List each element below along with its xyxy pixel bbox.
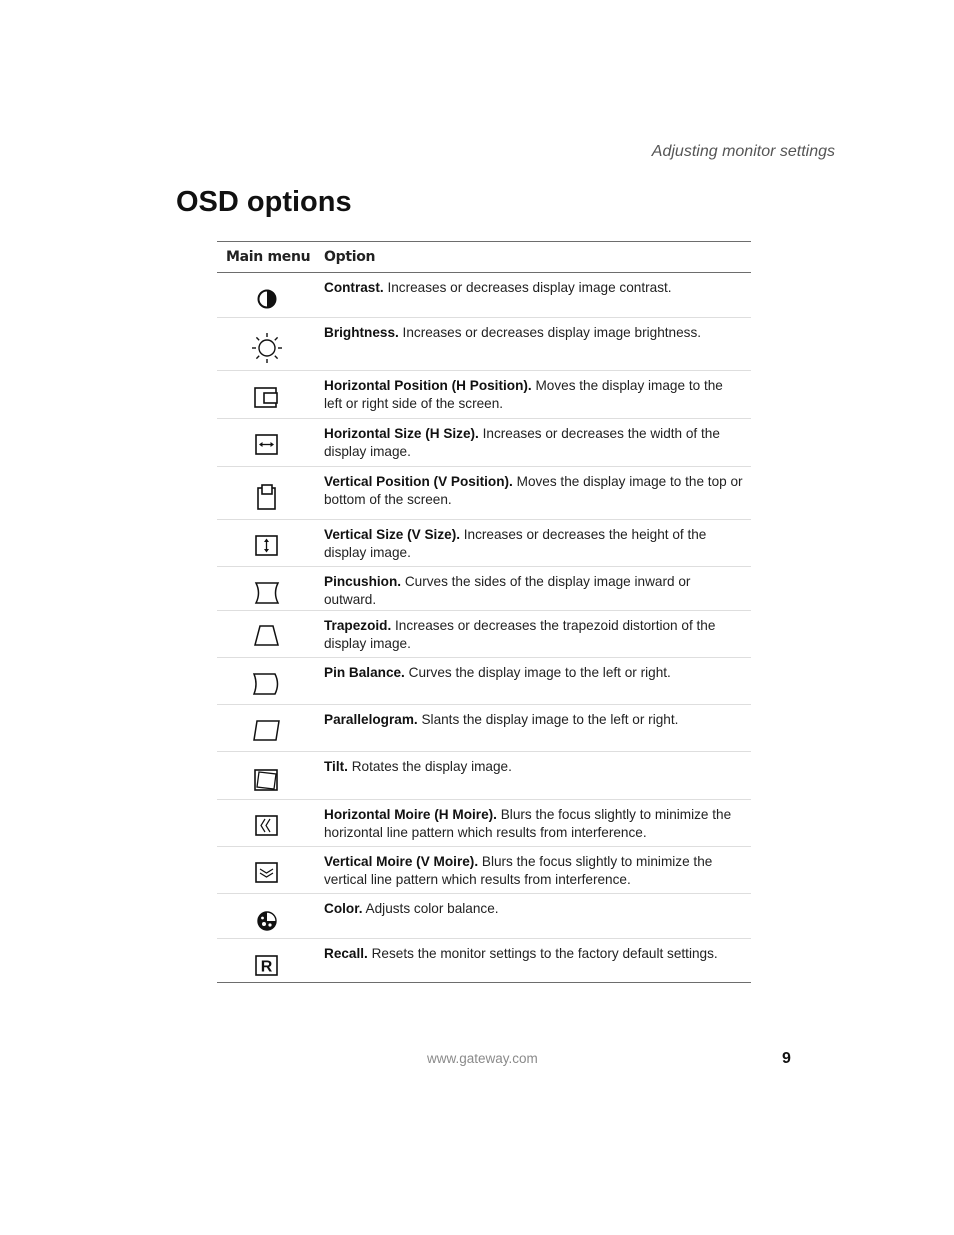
option-description <box>316 318 751 371</box>
header-main-menu: Main menu <box>217 242 316 273</box>
option-description <box>316 567 751 611</box>
table-row <box>217 273 751 318</box>
option-text: Curves the display image to the left or right. <box>404 665 671 680</box>
option-text: Increases or decreases the trapezoid distortion of the display image. <box>324 618 716 651</box>
icon-cell <box>217 371 316 419</box>
option-term: Vertical Size (V Size). <box>324 527 460 542</box>
pin-balance-icon <box>252 672 282 696</box>
icon-cell <box>217 318 316 371</box>
option-text: Blurs the focus slightly to minimize the horizontal line pattern which results from interference. <box>324 807 732 840</box>
table-row <box>217 847 751 894</box>
page-title: OSD options <box>176 186 352 218</box>
table-row <box>217 705 751 752</box>
h-size-icon <box>254 433 280 457</box>
option-description <box>316 705 751 752</box>
option-description <box>316 611 751 658</box>
option-term: Recall. <box>324 946 368 961</box>
icon-cell <box>217 752 316 800</box>
table-row <box>217 567 751 611</box>
option-term: Tilt. <box>324 759 348 774</box>
contrast-icon <box>256 288 278 310</box>
color-icon <box>256 910 278 932</box>
option-description <box>316 658 751 705</box>
icon-cell <box>217 273 316 318</box>
v-position-icon <box>255 483 279 511</box>
icon-cell <box>217 800 316 847</box>
option-term: Horizontal Position (H Position). <box>324 378 532 393</box>
recall-icon-letter: R <box>260 958 272 976</box>
option-text: Rotates the display image. <box>347 759 512 774</box>
icon-cell <box>217 419 316 467</box>
table-row <box>217 939 751 983</box>
option-text: Blurs the focus slightly to minimize the vertical line pattern which results from interference. <box>324 854 713 887</box>
h-position-icon <box>253 386 281 410</box>
tilt-icon <box>253 767 281 793</box>
option-text: Increases or decreases the width of the display image. <box>324 426 720 459</box>
option-text: Curves the sides of the display image inward or outward. <box>324 574 691 607</box>
table-row <box>217 467 751 520</box>
osd-options-table <box>217 241 751 983</box>
option-term: Brightness. <box>324 325 399 340</box>
option-description <box>316 273 751 318</box>
option-description <box>316 752 751 800</box>
running-head: Adjusting monitor settings <box>651 143 835 160</box>
table-row <box>217 800 751 847</box>
brightness-icon <box>250 331 284 365</box>
option-description <box>316 847 751 894</box>
icon-cell <box>217 467 316 520</box>
trapezoid-icon <box>253 624 281 648</box>
option-description <box>316 419 751 467</box>
option-term: Vertical Position (V Position). <box>324 474 513 489</box>
option-term: Vertical Moire (V Moire). <box>324 854 479 869</box>
option-text: Resets the monitor settings to the factory default settings. <box>367 946 718 961</box>
option-text: Moves the display image to the left or right side of the screen. <box>324 378 723 411</box>
option-description <box>316 800 751 847</box>
option-term: Pin Balance. <box>324 665 405 680</box>
icon-cell <box>217 847 316 894</box>
footer-url[interactable]: www.gateway.com <box>427 1051 538 1066</box>
option-text: Increases or decreases the height of the display image. <box>324 527 707 560</box>
table-row <box>217 419 751 467</box>
table-row <box>217 658 751 705</box>
page-number: 9 <box>782 1050 791 1067</box>
option-term: Pincushion. <box>324 574 402 589</box>
table-header-row <box>217 242 751 273</box>
h-moire-icon <box>254 814 280 838</box>
option-description <box>316 467 751 520</box>
option-description <box>316 371 751 419</box>
table-row <box>217 318 751 371</box>
table-row <box>217 520 751 567</box>
option-description <box>316 520 751 567</box>
v-size-icon <box>254 534 280 558</box>
option-text: Increases or decreases display image contrast. <box>383 280 672 295</box>
option-term: Horizontal Size (H Size). <box>324 426 479 441</box>
icon-cell <box>217 567 316 611</box>
option-term: Trapezoid. <box>324 618 392 633</box>
option-term: Horizontal Moire (H Moire). <box>324 807 497 822</box>
option-description <box>316 894 751 939</box>
pincushion-icon <box>254 581 280 605</box>
option-text: Increases or decreases display image brightness. <box>398 325 702 340</box>
table-row <box>217 371 751 419</box>
icon-cell <box>217 658 316 705</box>
option-text: Moves the display image to the top or bottom of the screen. <box>324 474 743 507</box>
option-term: Color. <box>324 901 363 916</box>
table-row <box>217 894 751 939</box>
option-term: Parallelogram. <box>324 712 418 727</box>
option-text: Adjusts color balance. <box>362 901 499 916</box>
option-text: Slants the display image to the left or right. <box>417 712 679 727</box>
header-option: Option <box>316 242 751 273</box>
table-row <box>217 611 751 658</box>
table-row <box>217 752 751 800</box>
icon-cell <box>217 611 316 658</box>
option-description <box>316 939 751 983</box>
icon-cell <box>217 894 316 939</box>
icon-cell <box>217 520 316 567</box>
parallelogram-icon <box>252 719 282 743</box>
recall-icon <box>254 954 280 978</box>
option-term: Contrast. <box>324 280 384 295</box>
icon-cell <box>217 705 316 752</box>
v-moire-icon <box>254 861 280 885</box>
icon-cell <box>217 939 316 983</box>
